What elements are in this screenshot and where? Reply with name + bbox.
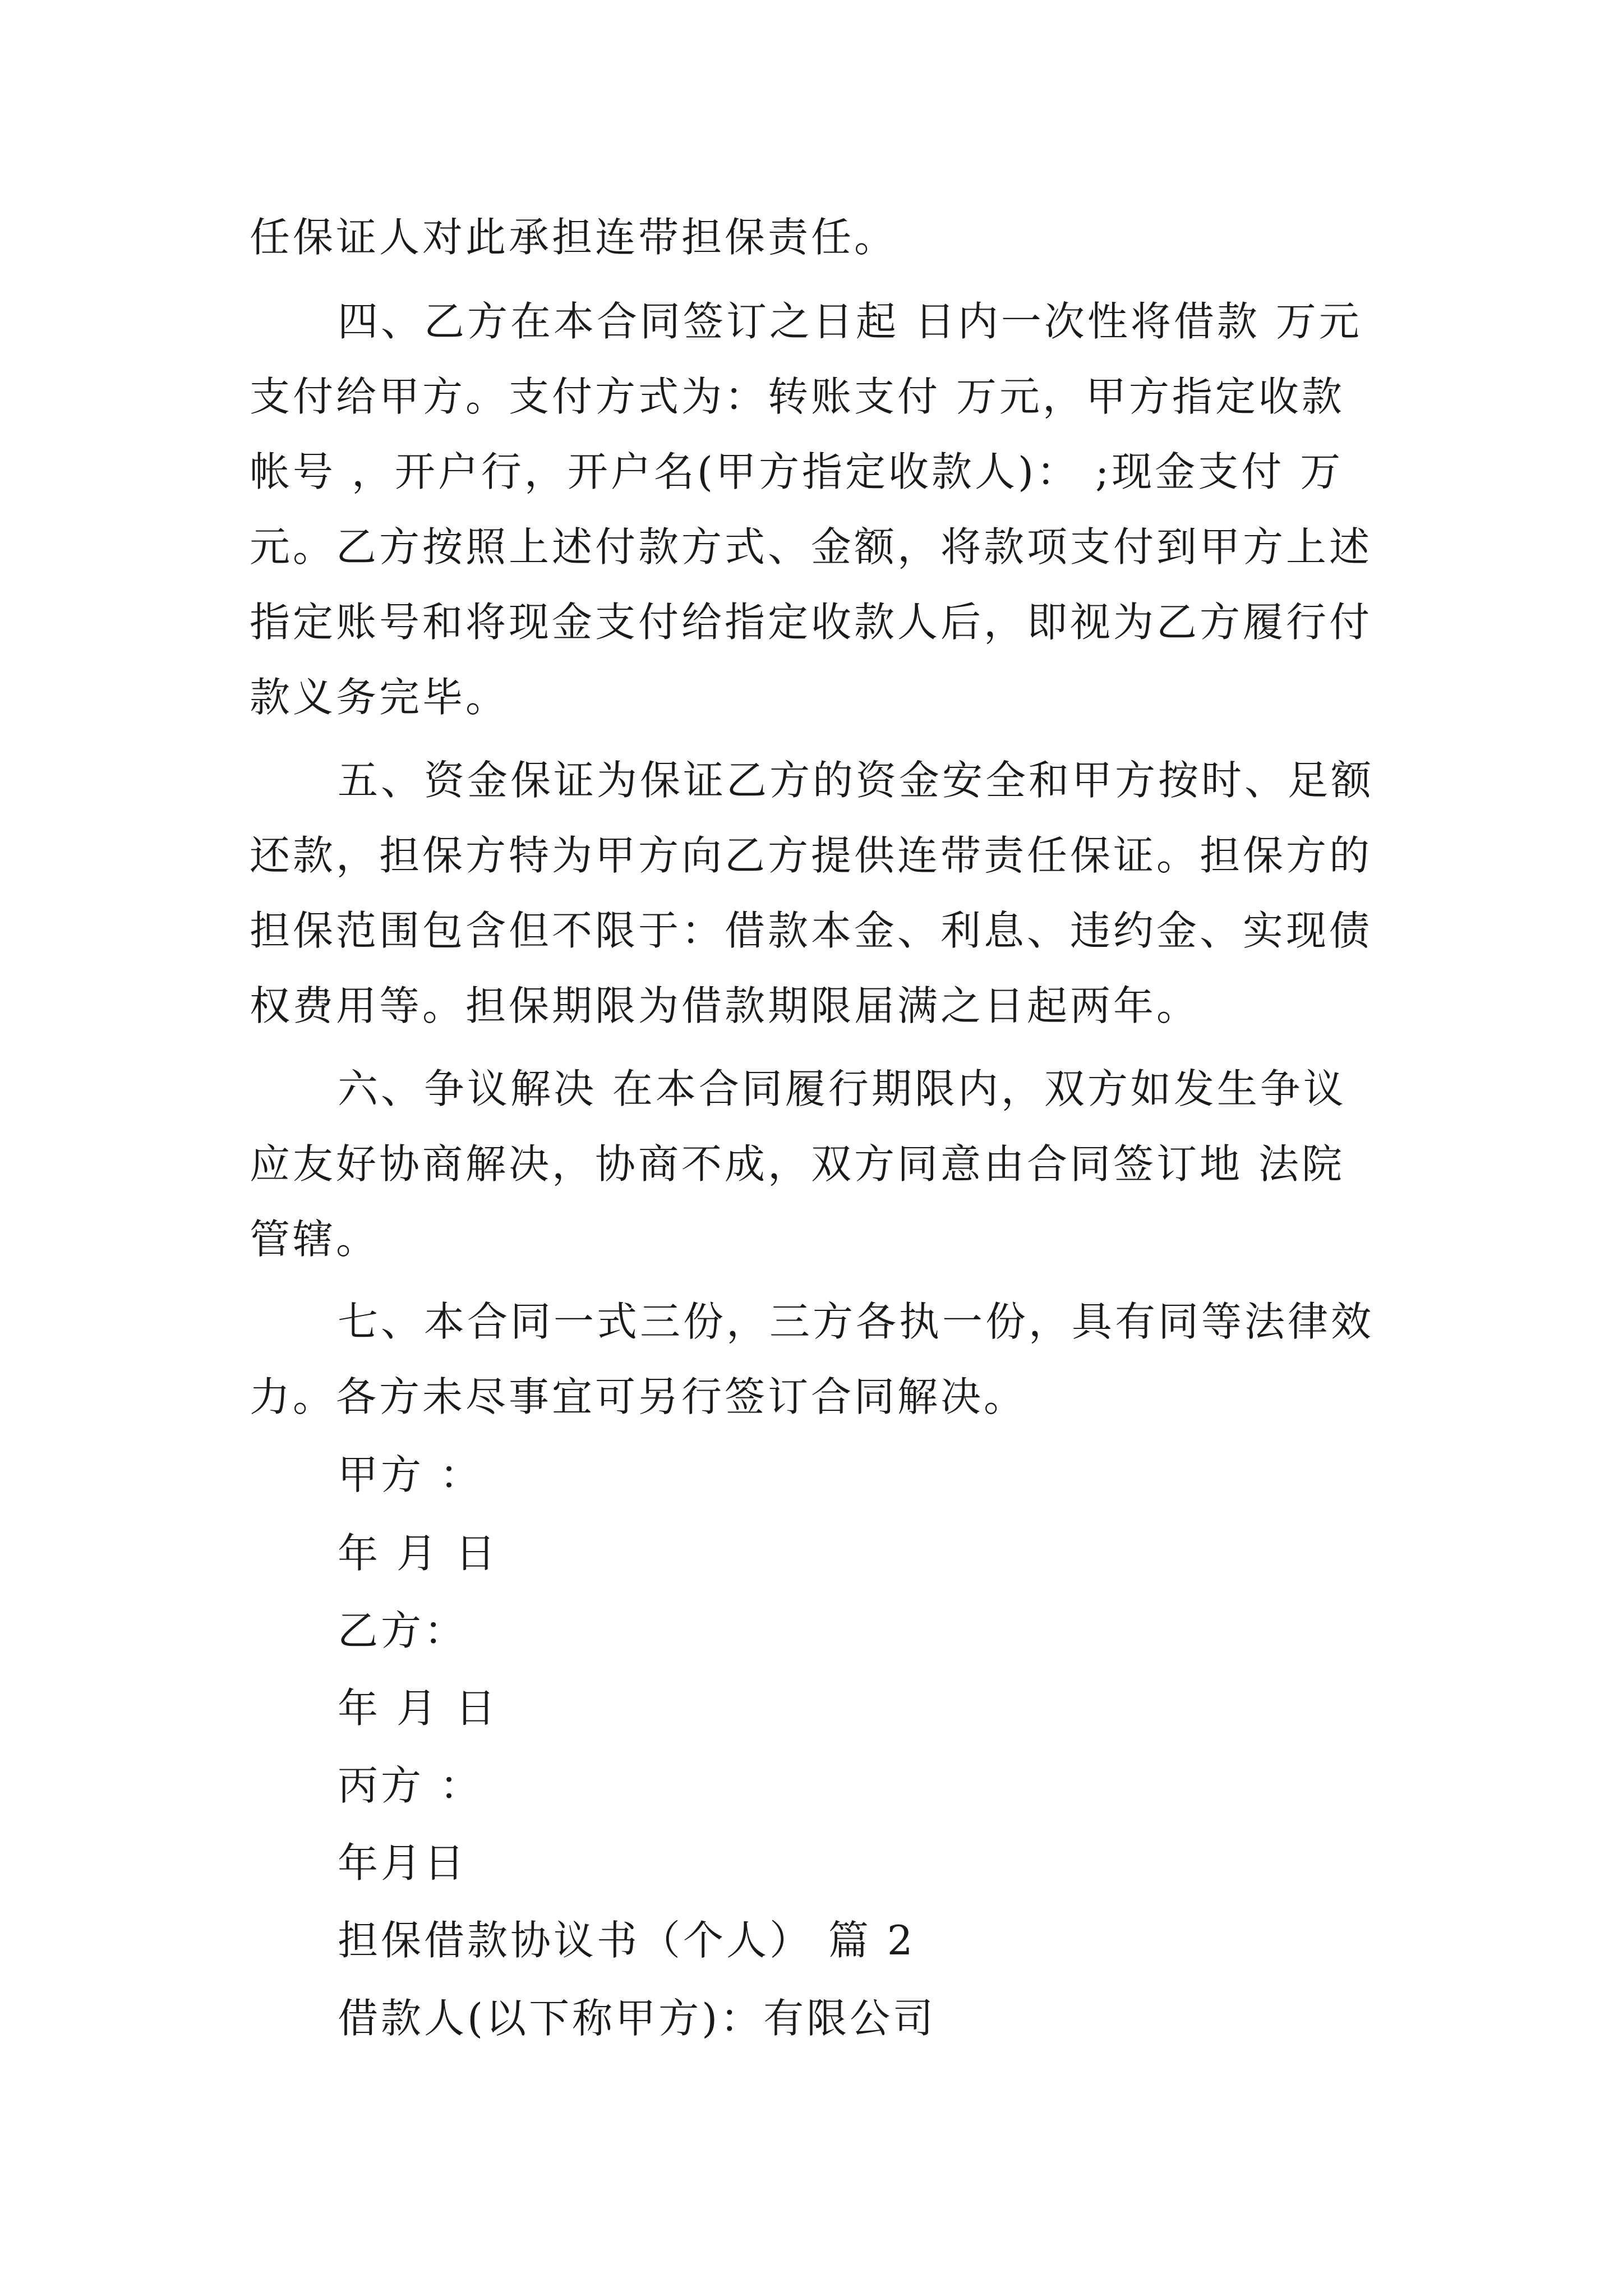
party-a-date-line: 年 月 日	[338, 1530, 499, 1577]
party-c-signature-label: 丙方 ：	[338, 1762, 483, 1809]
paragraph-line: 元。乙方按照上述付款方式、金额，将款项支付到甲方上述	[250, 523, 1373, 570]
borrower-line: 借款人(以下称甲方)：有限公司	[338, 1995, 937, 2042]
party-a-signature-label: 甲方 ：	[338, 1451, 483, 1498]
paragraph-line: 管辖。	[250, 1216, 380, 1263]
section-title: 担保借款协议书（个人） 篇 2	[338, 1917, 916, 1964]
party-b-date-line: 年 月 日	[338, 1685, 499, 1732]
paragraph-line: 支付给甲方。支付方式为：转账支付 万元，甲方指定收款	[250, 373, 1345, 420]
party-c-date-line: 年月日	[338, 1839, 468, 1887]
paragraph-line: 指定账号和将现金支付给指定收款人后，即视为乙方履行付	[250, 599, 1373, 646]
paragraph-line: 帐号 ，开户行，开户名(甲方指定收款人)： ;现金支付 万	[250, 448, 1344, 495]
paragraph-line: 还款，担保方特为甲方向乙方提供连带责任保证。担保方的	[250, 832, 1373, 879]
paragraph-line: 力。各方未尽事宜可另行签订合同解决。	[250, 1373, 1027, 1420]
clause-six-heading-line: 六、争议解决 在本合同履行期限内，双方如发生争议	[338, 1065, 1347, 1112]
party-b-signature-label: 乙方：	[338, 1607, 468, 1654]
paragraph-line: 应友好协商解决，协商不成，双方同意由合同签订地 法院	[250, 1140, 1345, 1188]
paragraph-line: 任保证人对此承担连带担保责任。	[250, 214, 898, 261]
clause-five-heading-line: 五、资金保证为保证乙方的资金安全和甲方按时、足额	[338, 757, 1375, 804]
paragraph-line: 担保范围包含但不限于：借款本金、利息、违约金、实现债	[250, 907, 1373, 954]
paragraph-line: 权费用等。担保期限为借款期限届满之日起两年。	[250, 982, 1200, 1029]
clause-seven-heading-line: 七、本合同一式三份，三方各执一份，具有同等法律效	[338, 1298, 1375, 1345]
paragraph-line: 款义务完毕。	[250, 674, 509, 721]
clause-four-heading-line: 四、乙方在本合同签订之日起 日内一次性将借款 万元	[338, 298, 1362, 345]
